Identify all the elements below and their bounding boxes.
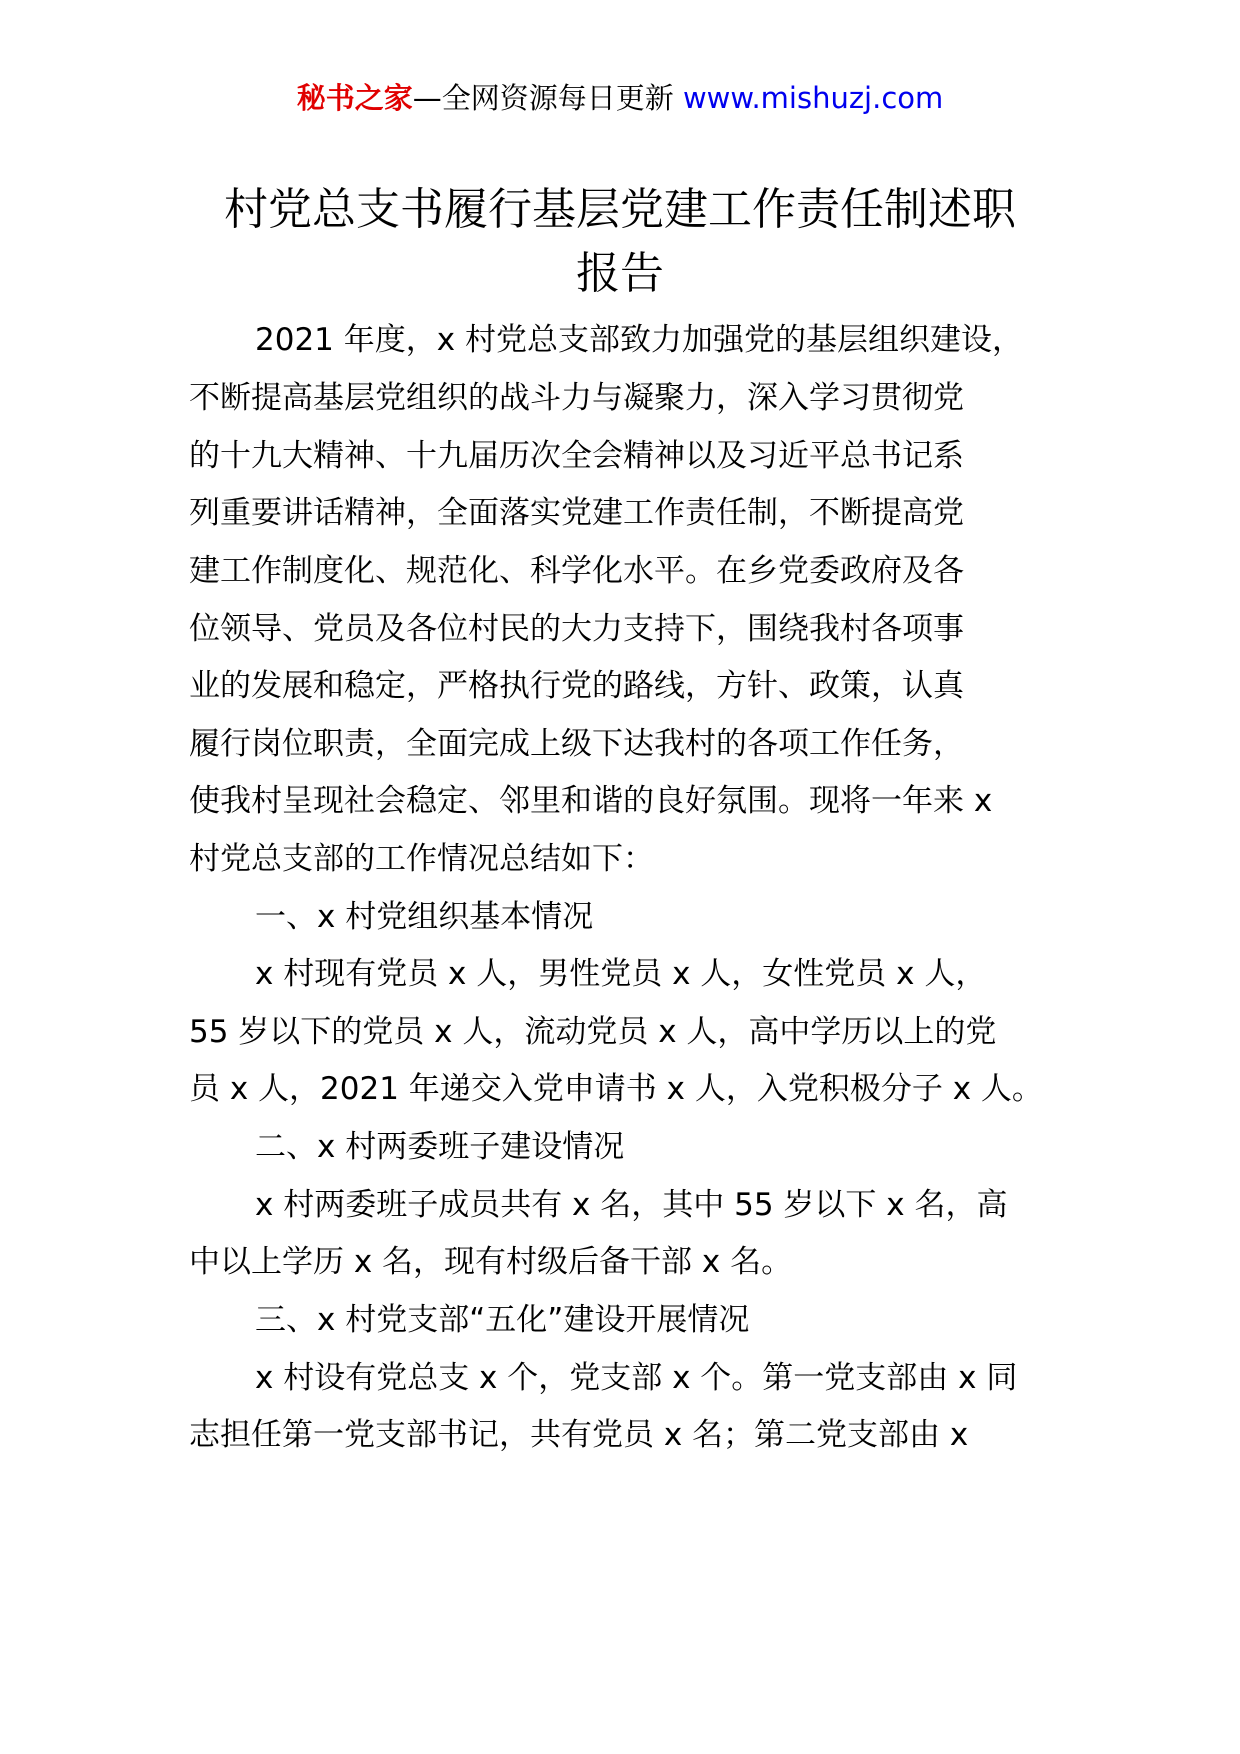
body-line: x 村设有党总支 x 个，党支部 x 个。第一党支部由 x 同: [255, 1360, 1018, 1396]
document-title: [150, 178, 1090, 306]
body-line: 55 岁以下的党员 x 人，流动党员 x 人，高中学历以上的党: [189, 1014, 997, 1050]
body-line: 村党总支部的工作情况总结如下：: [189, 841, 654, 877]
body-line: 中以上学历 x 名，现有村级后备干部 x 名。: [189, 1244, 793, 1280]
site-header: [0, 78, 1240, 118]
body-line: 志担任第一党支部书记，共有党员 x 名；第二党支部由 x: [189, 1417, 969, 1453]
body-line: 建工作制度化、规范化、科学化水平。在乡党委政府及各: [189, 553, 964, 589]
site-brand: 秘书之家: [296, 81, 413, 115]
body-line: 的十九大精神、十九届历次全会精神以及习近平总书记系: [189, 438, 964, 474]
document-title-line-2: 报告: [576, 248, 664, 299]
body-line: 使我村呈现社会稳定、邻里和谐的良好氛围。现将一年来 x: [189, 783, 993, 819]
section-heading: 三、x 村党支部“五化”建设开展情况: [255, 1302, 750, 1338]
body-line: 履行岗位职责，全面完成上级下达我村的各项工作任务，: [189, 726, 964, 762]
body-line: x 村两委班子成员共有 x 名，其中 55 岁以下 x 名，高: [255, 1187, 1008, 1223]
site-tagline: —全网资源每日更新: [412, 81, 683, 115]
body-line: 位领导、党员及各位村民的大力支持下，围绕我村各项事: [189, 611, 964, 647]
body-line: 业的发展和稳定，严格执行党的路线，方针、政策，认真: [189, 668, 964, 704]
section-heading: 一、x 村党组织基本情况: [255, 899, 594, 935]
body-line: 不断提高基层党组织的战斗力与凝聚力，深入学习贯彻党: [189, 380, 964, 416]
body-line: x 村现有党员 x 人，男性党员 x 人，女性党员 x 人，: [255, 956, 987, 992]
site-url-link[interactable]: www.mishuzj.com: [682, 81, 944, 115]
body-line: 2021 年度，x 村党总支部致力加强党的基层组织建设，: [255, 322, 1023, 358]
document-title-line-1: 村党总支书履行基层党建工作责任制述职: [224, 184, 1016, 235]
body-line: 员 x 人，2021 年递交入党申请书 x 人，入党积极分子 x 人。: [189, 1071, 1043, 1107]
body-line: 列重要讲话精神，全面落实党建工作责任制，不断提高党: [189, 495, 964, 531]
section-heading: 二、x 村两委班子建设情况: [255, 1129, 625, 1165]
